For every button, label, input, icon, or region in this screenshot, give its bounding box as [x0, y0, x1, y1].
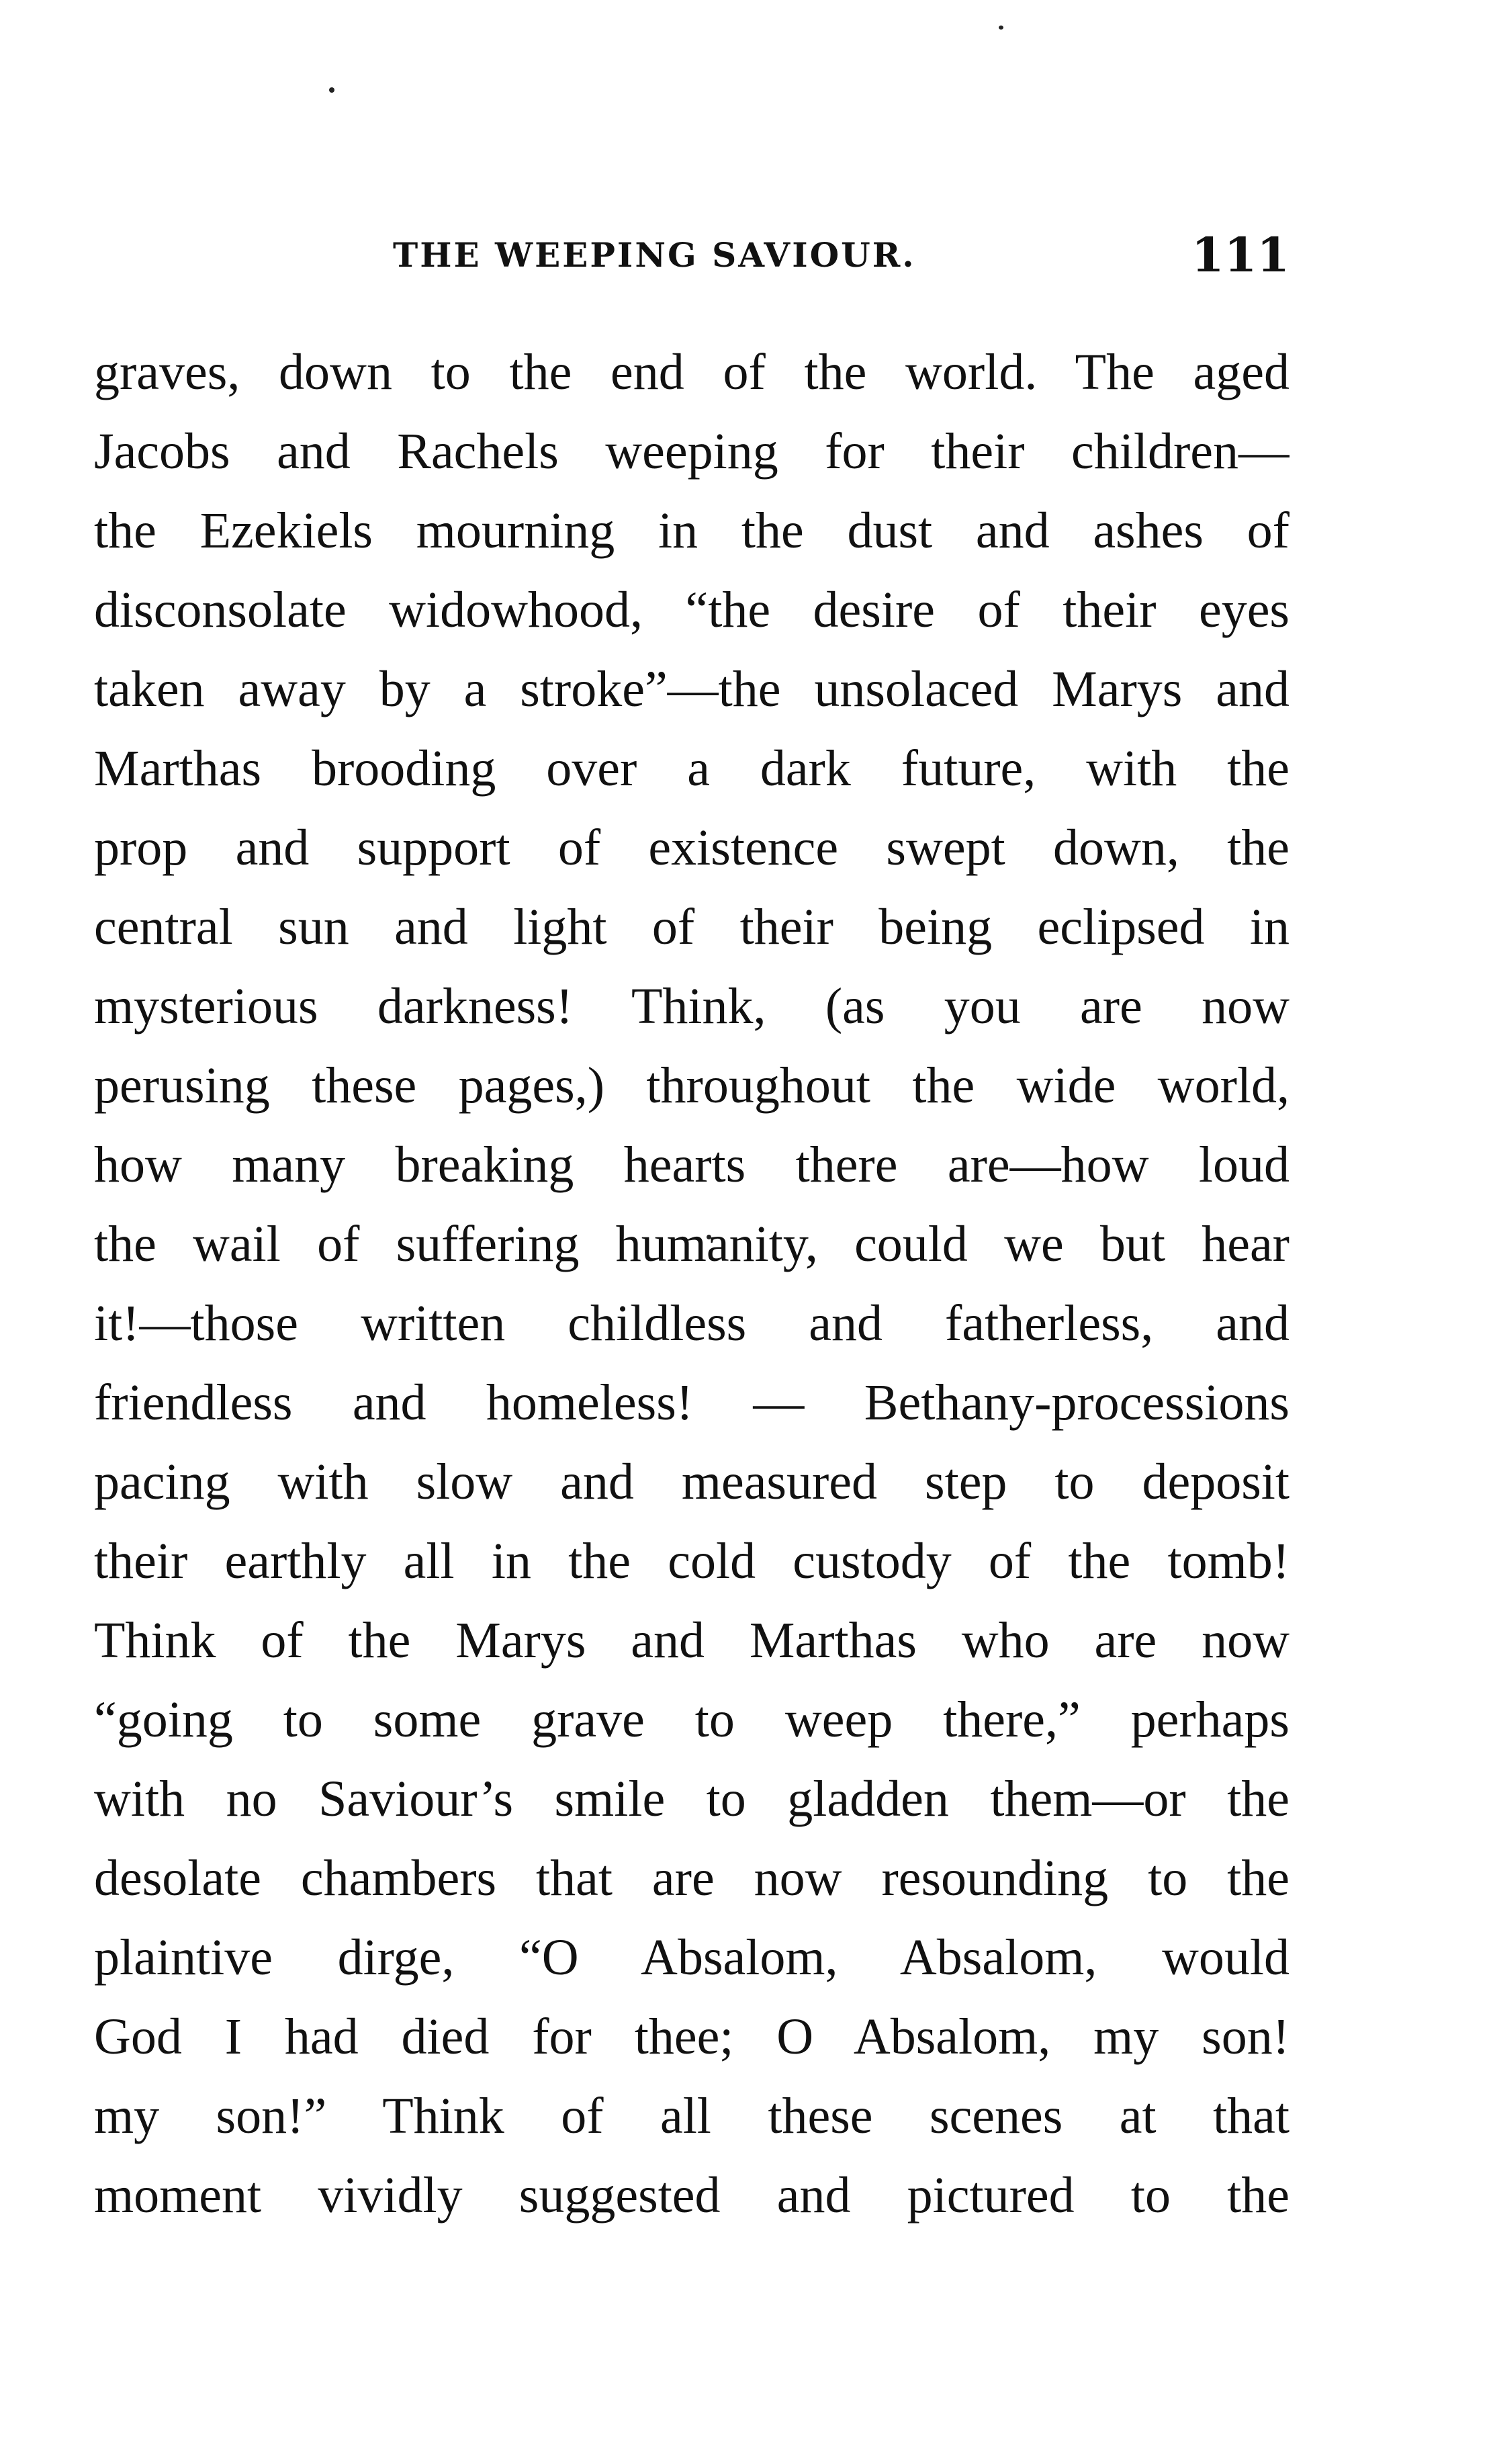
text-line: Jacobs and Rachels weeping for their children— [94, 423, 1290, 480]
running-title: THE WEEPING SAVIOUR. [393, 235, 916, 275]
text-line: perusing these pages,) throughout the wide world, [94, 1057, 1290, 1114]
text-line: their earthly all in the cold custody of the tomb! [94, 1533, 1290, 1589]
text-line: the wail of suffering humanity, could we but hear [94, 1216, 1290, 1272]
text-line: “going to some grave to weep there,” perhaps [94, 1691, 1290, 1748]
text-line: mysterious darkness! Think, (as you are now [94, 978, 1290, 1035]
text-line: God I had died for thee; O Absalom, my son! [94, 2009, 1290, 2065]
text-line: prop and support of existence swept down, the [94, 820, 1290, 876]
ink-speck [329, 87, 334, 93]
running-header [393, 225, 1290, 285]
text-line: moment vividly suggested and pictured to the [94, 2167, 1290, 2224]
text-line: Think of the Marys and Marthas who are now [94, 1612, 1290, 1669]
text-line: it!—those written childless and fatherless, and [94, 1295, 1290, 1352]
body-text [94, 333, 1290, 2235]
text-line: Marthas brooding over a dark future, with the [94, 740, 1290, 797]
text-line: graves, down to the end of the world. The aged [94, 344, 1290, 400]
page-number: 111 [1191, 227, 1290, 283]
text-line: friendless and homeless! — Bethany-processions [94, 1374, 1290, 1431]
text-line: central sun and light of their being eclipsed in [94, 899, 1290, 955]
text-line: plaintive dirge, “O Absalom, Absalom, would [94, 1929, 1290, 1986]
text-line: desolate chambers that are now resounding to the [94, 1850, 1290, 1906]
text-line: disconsolate widowhood, “the desire of their eyes [94, 582, 1290, 638]
text-line: how many breaking hearts there are—how loud [94, 1137, 1290, 1193]
text-line: pacing with slow and measured step to deposit [94, 1454, 1290, 1510]
text-line: my son!” Think of all these scenes at that [94, 2088, 1290, 2144]
text-line: with no Saviour’s smile to gladden them—or the [94, 1771, 1290, 1827]
text-line: taken away by a stroke”—the unsolaced Marys and [94, 661, 1290, 717]
ink-speck [999, 26, 1003, 30]
text-line: the Ezekiels mourning in the dust and ashes of [94, 502, 1290, 559]
